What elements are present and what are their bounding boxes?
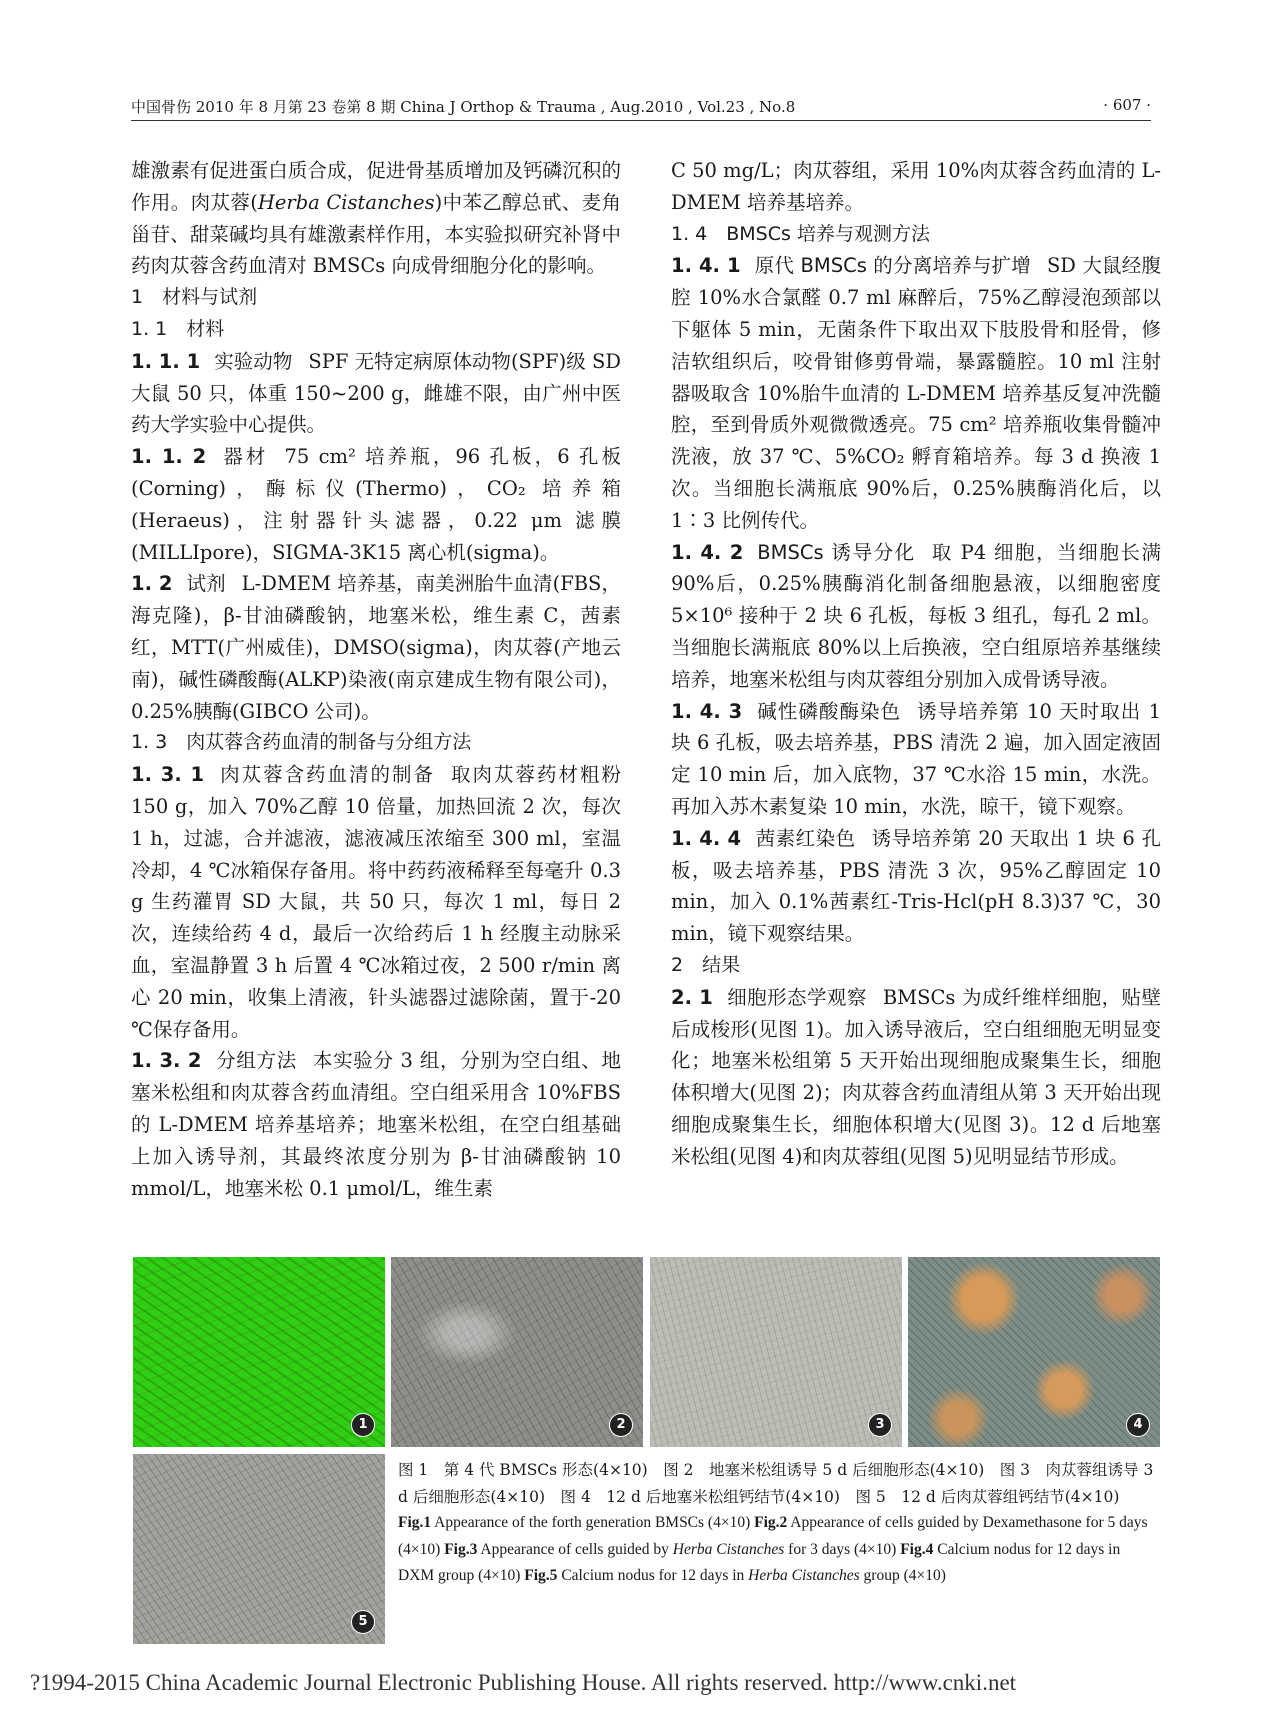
- caption-chinese: 图 1 第 4 代 BMSCs 形态(4×10) 图 2 地塞米松组诱导 5 d 后细胞形态(4×10) 图 3 肉苁蓉组诱导 3 d 后细胞形态(4×10) 图 4 12 d 后地塞米松组钙结节(4×10) 图 5 12 d 后肉苁蓉组钙结节(4×10): [398, 1461, 1154, 1506]
- figure-5-micrograph: [133, 1454, 385, 1644]
- figure-2-micrograph: [391, 1257, 643, 1447]
- figure-3-badge: 3: [868, 1413, 892, 1437]
- section-1-3-1: 1. 3. 1 肉苁蓉含药血清的制备 取肉苁蓉药材粗粉 150 g，加入 70%乙醇 10 倍量，加热回流 2 次，每次 1 h，过滤，合并滤液，滤液减压浓缩至 300 ml，室温冷却，4 ℃冰箱保存备用。将中药药液稀释至每毫升 0.3 g 生药灌胃 SD 大鼠，共 50 只，每次 1 ml，每日 2 次，连续给药 4 d，最后一次给药后 1 h 经腹主动脉采血，室温静置 3 h 后置 4 ℃冰箱过夜，2 500 r/min 离心 20 min，收集上清液，针头滤器过滤除菌，置于-20 ℃保存备用。: [131, 763, 621, 1041]
- copyright-footer: ?1994-2015 China Academic Journal Electronic Publishing House. All rights reserved. http://www.cnki.net: [30, 1670, 1017, 1695]
- section-1-4-heading: 1. 4 BMSCs 培养与观测方法: [671, 222, 930, 245]
- section-1-2: 1. 2 试剂 L-DMEM 培养基，南美洲胎牛血清(FBS，海克隆)，β-甘油磷酸钠，地塞米松，维生素 C，茜素红，MTT(广州威佳)，DMSO(sigma)，肉苁蓉(产地云南)，碱性磷酸酶(ALKP)染液(南京建成生物有限公司)，0.25%胰酶(GIBCO 公司)。: [131, 572, 621, 723]
- figure-4-micrograph: [908, 1257, 1160, 1447]
- section-1-heading: 1 材料与试剂: [131, 286, 258, 309]
- section-1-3-heading: 1. 3 肉苁蓉含药血清的制备与分组方法: [131, 731, 472, 754]
- caption-english: Fig.1 Appearance of the forth generation BMSCs (4×10) Fig.2 Appearance of cells guided by Dexamethasone for 5 days (4×10) Fig.3 Appearance of cells guided by Herba Cistanches for 3 days (4×10) Fig.4 Calcium nodus for 12 days in DXM group (4×10) Fig.5 Calcium nodus for 12 days in Herba Cistanches group (4×10): [398, 1514, 1148, 1584]
- section-2-heading: 2 结果: [671, 953, 741, 976]
- section-1-1-2: 1. 1. 2 器材 75 cm² 培养瓶，96 孔板，6 孔板(Corning)，酶标仪(Thermo)，CO₂ 培养箱 (Heraeus)，注射器针头滤器，0.22 μm 滤膜 (MILLIpore)，SIGMA-3K15 离心机(sigma)。: [131, 445, 621, 564]
- figure-4-badge: 4: [1126, 1413, 1150, 1437]
- page-number: · 607 ·: [1103, 96, 1151, 114]
- journal-citation: 中国骨伤 2010 年 8 月第 23 卷第 8 期 China J Orthop & Trauma , Aug.2010 , Vol.23 , No.8: [131, 98, 796, 116]
- intro-paragraph: 雄激素有促进蛋白质合成，促进骨基质增加及钙磷沉积的作用。肉苁蓉(Herba Cistanches)中苯乙醇总甙、麦角甾苷、甜菜碱均具有雄激素样作用，本实验拟研究补肾中药肉苁蓉含药血清对 BMSCs 向成骨细胞分化的影响。: [131, 159, 622, 278]
- continued-paragraph: C 50 mg/L；肉苁蓉组，采用 10%肉苁蓉含药血清的 L-DMEM 培养基培养。: [671, 159, 1161, 214]
- section-1-4-4: 1. 4. 4 茜素红染色 诱导培养第 20 天取出 1 块 6 孔板，吸去培养基，PBS 清洗 3 次，95%乙醇固定 10 min，加入 0.1%茜素红-Tris-Hcl(pH 8.3)37 ℃，30 min，镜下观察结果。: [671, 826, 1161, 946]
- figure-5-badge: 5: [351, 1610, 375, 1634]
- section-2-1: 2. 1 细胞形态学观察 BMSCs 为成纤维样细胞，贴壁后成梭形(见图 1)。加入诱导液后，空白组细胞无明显变化；地塞米松组第 5 天开始出现细胞成聚集生长，细胞体积增大(见图 2)；肉苁蓉含药血清组从第 3 天开始出现细胞成聚集生长，细胞体积增大(见图 3)。12 d 后地塞米松组(见图 4)和肉苁蓉组(见图 5)见明显结节形成。: [671, 985, 1161, 1168]
- figure-1-micrograph: [133, 1257, 385, 1447]
- section-1-1-1: 1. 1. 1 实验动物 SPF 无特定病原体动物(SPF)级 SD 大鼠 50 只，体重 150~200 g，雌雄不限，由广州中医药大学实验中心提供。: [131, 349, 621, 437]
- figure-1-badge: 1: [351, 1413, 375, 1437]
- figure-2-badge: 2: [609, 1413, 633, 1437]
- section-1-4-3: 1. 4. 3 碱性磷酸酶染色 诱导培养第 10 天时取出 1 块 6 孔板，吸去培养基，PBS 清洗 2 遍，加入固定液固定 10 min 后，加入底物，37 ℃水浴 15 min，水洗。再加入苏木素复染 10 min，水洗，晾干，镜下观察。: [671, 699, 1161, 818]
- section-1-4-2: 1. 4. 2 BMSCs 诱导分化 取 P4 细胞，当细胞长满 90%后，0.25%胰酶消化制备细胞悬液，以细胞密度 5×10⁶ 接种于 2 块 6 孔板，每板 3 组孔，每孔 2 ml。当细胞长满瓶底 80%以上后换液，空白组原培养基继续培养，地塞米松组与肉苁蓉组分别加入成骨诱导液。: [671, 540, 1161, 691]
- section-1-1-heading: 1. 1 材料: [131, 317, 225, 340]
- running-header: [131, 96, 1151, 121]
- figure-3-micrograph: [650, 1257, 902, 1447]
- section-1-3-2: 1. 3. 2 分组方法 本实验分 3 组，分别为空白组、地塞米松组和肉苁蓉含药血清组。空白组采用含 10%FBS 的 L-DMEM 培养基培养；地塞米松组，在空白组基础上加入诱导剂，其最终浓度分别为 β-甘油磷酸钠 10 mmol/L，地塞米松 0.1 μmol/L，维生素: [131, 1049, 621, 1200]
- figure-caption: [398, 1457, 1158, 1590]
- section-1-4-1: 1. 4. 1 原代 BMSCs 的分离培养与扩增 SD 大鼠经腹腔 10%水合氯醛 0.7 ml 麻醉后，75%乙醇浸泡颈部以下躯体 5 min，无菌条件下取出双下肢股骨和胫骨，修洁软组织后，咬骨钳修剪骨端，暴露髓腔。10 ml 注射器吸取含 10%胎牛血清的 L-DMEM 培养基反复冲洗髓腔，至到骨质外观微微透亮。75 cm² 培养瓶收集骨髓冲洗液，放 37 ℃、5%CO₂ 孵育箱培养。每 3 d 换液 1 次。当细胞长满瓶底 90%后，0.25%胰酶消化后，以 1∶3 比例传代。: [671, 254, 1161, 532]
- right-column: [671, 155, 1161, 1173]
- left-column: [131, 155, 621, 1204]
